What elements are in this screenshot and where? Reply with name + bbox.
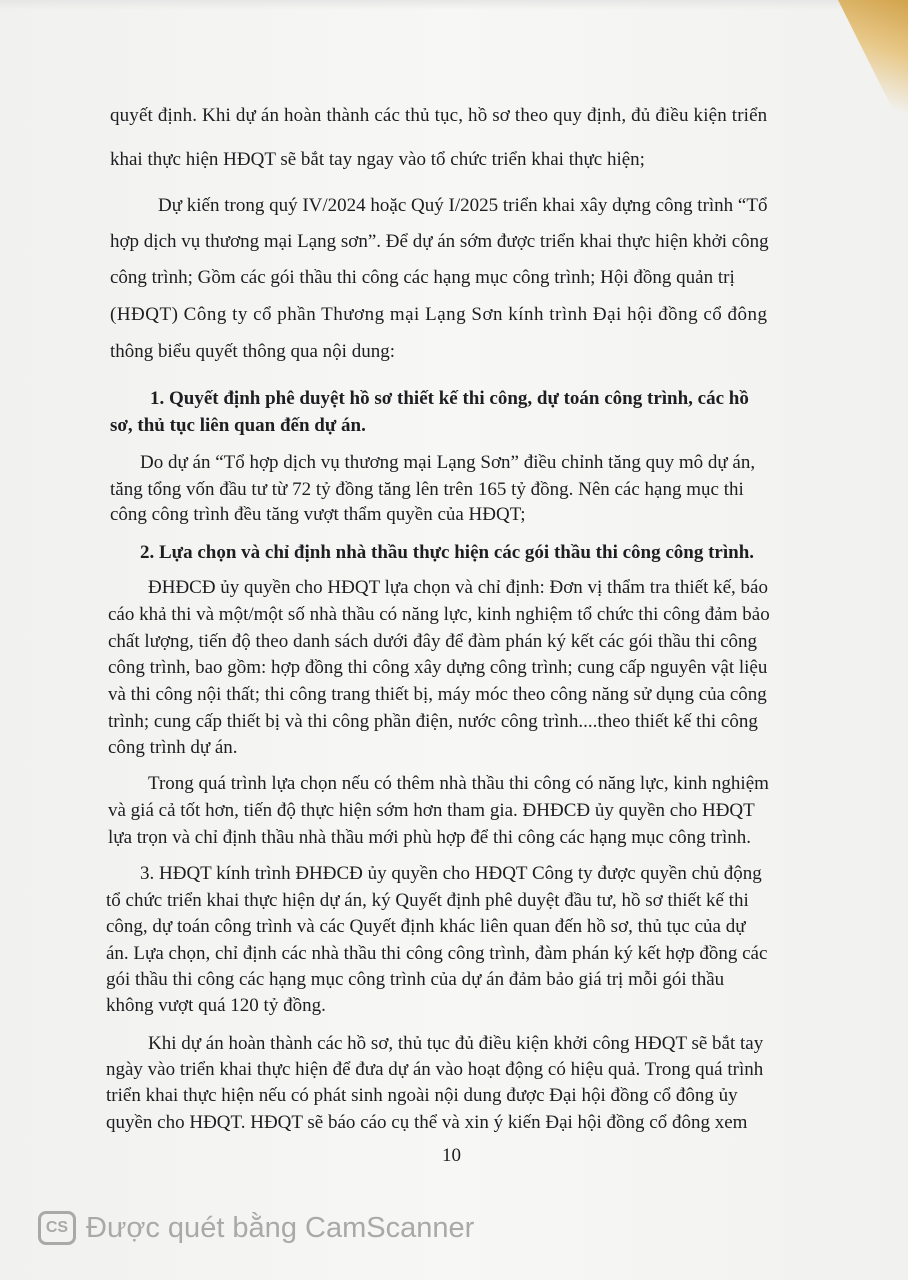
text-line: 3. HĐQT kính trình ĐHĐCĐ ủy quyền cho HĐQT Công ty được quyền chủ động xyxy=(140,863,762,884)
text-line: Trong quá trình lựa chọn nếu có thêm nhà thầu thi công có năng lực, kinh nghiệm xyxy=(148,773,769,794)
text-line: hợp dịch vụ thương mại Lạng sơn”. Để dự án sớm được triển khai thực hiện khởi công xyxy=(110,231,769,252)
page-number: 10 xyxy=(442,1145,461,1166)
text-line: tổ chức triển khai thực hiện dự án, ký Quyết định phê duyệt đầu tư, hồ sơ thiết kế thi xyxy=(106,890,749,911)
section-heading: sơ, thủ tục liên quan đến dự án. xyxy=(110,415,366,436)
camscanner-watermark xyxy=(38,1208,474,1248)
text-line: (HĐQT) Công ty cổ phần Thương mại Lạng Sơn kính trình Đại hội đồng cổ đông xyxy=(110,304,768,325)
text-line: quyền cho HĐQT. HĐQT sẽ báo cáo cụ thể và xin ý kiến Đại hội đồng cổ đông xem xyxy=(106,1112,748,1133)
text-line: quyết định. Khi dự án hoàn thành các thủ tục, hồ sơ theo quy định, đủ điều kiện triển xyxy=(110,105,768,126)
text-line: công trình dự án. xyxy=(108,737,238,758)
text-line: Do dự án “Tổ hợp dịch vụ thương mại Lạng Sơn” điều chỉnh tăng quy mô dự án, xyxy=(140,452,756,473)
text-line: Dự kiến trong quý IV/2024 hoặc Quý I/2025 triển khai xây dựng công trình “Tổ xyxy=(158,195,768,216)
text-line: triển khai thực hiện nếu có phát sinh ngoài nội dung được Đại hội đồng cổ đông ủy xyxy=(106,1085,738,1106)
text-line: công trình, bao gồm: hợp đồng thi công xây dựng công trình; cung cấp nguyên vật liệu xyxy=(108,657,768,678)
text-line: và giá cả tốt hơn, tiến độ thực hiện sớm hơn tham gia. ĐHĐCĐ ủy quyền cho HĐQT xyxy=(108,800,755,821)
text-line: khai thực hiện HĐQT sẽ bắt tay ngay vào tổ chức triển khai thực hiện; xyxy=(110,149,645,170)
text-line: thông biểu quyết thông qua nội dung: xyxy=(110,341,395,362)
text-line: và thi công nội thất; thi công trang thiết bị, máy móc theo công năng sử dụng của công xyxy=(108,684,767,705)
section-heading: 2. Lựa chọn và chỉ định nhà thầu thực hiện các gói thầu thi công công trình. xyxy=(140,542,755,563)
watermark-text: Được quét bằng CamScanner xyxy=(86,1211,475,1244)
text-line: gói thầu thi công các hạng mục công trình của dự án đảm bảo giá trị mỗi gói thầu xyxy=(106,969,725,990)
text-line: Khi dự án hoàn thành các hồ sơ, thủ tục đủ điều kiện khởi công HĐQT sẽ bắt tay xyxy=(148,1033,764,1054)
text-line: công, dự toán công trình và các Quyết định khác liên quan đến hồ sơ, thủ tục của dự xyxy=(106,916,746,937)
text-line: ngày vào triển khai thực hiện để đưa dự án vào hoạt động có hiệu quả. Trong quá trình xyxy=(106,1059,764,1080)
text-line: không vượt quá 120 tỷ đồng. xyxy=(106,995,326,1016)
text-line: lựa trọn và chỉ định thầu nhà thầu mới phù hợp để thi công các hạng mục công trình. xyxy=(108,827,751,848)
text-line: trình; cung cấp thiết bị và thi công phần điện, nước công trình....theo thiết kế thi công xyxy=(108,711,758,732)
text-line: cáo khả thi và một/một số nhà thầu có năng lực, kinh nghiệm tổ chức thi công đảm bảo xyxy=(108,604,770,625)
text-line: án. Lựa chọn, chỉ định các nhà thầu thi công công trình, đàm phán ký kết hợp đồng các xyxy=(106,943,768,964)
text-line: chất lượng, tiến độ theo danh sách dưới đây để đàm phán ký kết các gói thầu thi công xyxy=(108,631,758,652)
text-line: ĐHĐCĐ ủy quyền cho HĐQT lựa chọn và chỉ định: Đơn vị thẩm tra thiết kế, báo xyxy=(148,577,768,598)
text-line: công trình; Gồm các gói thầu thi công các hạng mục công trình; Hội đồng quản trị xyxy=(110,267,735,288)
text-line: công công trình đều tăng vượt thẩm quyền của HĐQT; xyxy=(110,504,526,525)
text-line: tăng tổng vốn đầu tư từ 72 tỷ đồng tăng lên trên 165 tỷ đồng. Nên các hạng mục thi xyxy=(110,479,744,500)
section-heading: 1. Quyết định phê duyệt hồ sơ thiết kế thi công, dự toán công trình, các hồ xyxy=(150,388,749,409)
camscanner-logo-icon: CS xyxy=(38,1211,76,1245)
